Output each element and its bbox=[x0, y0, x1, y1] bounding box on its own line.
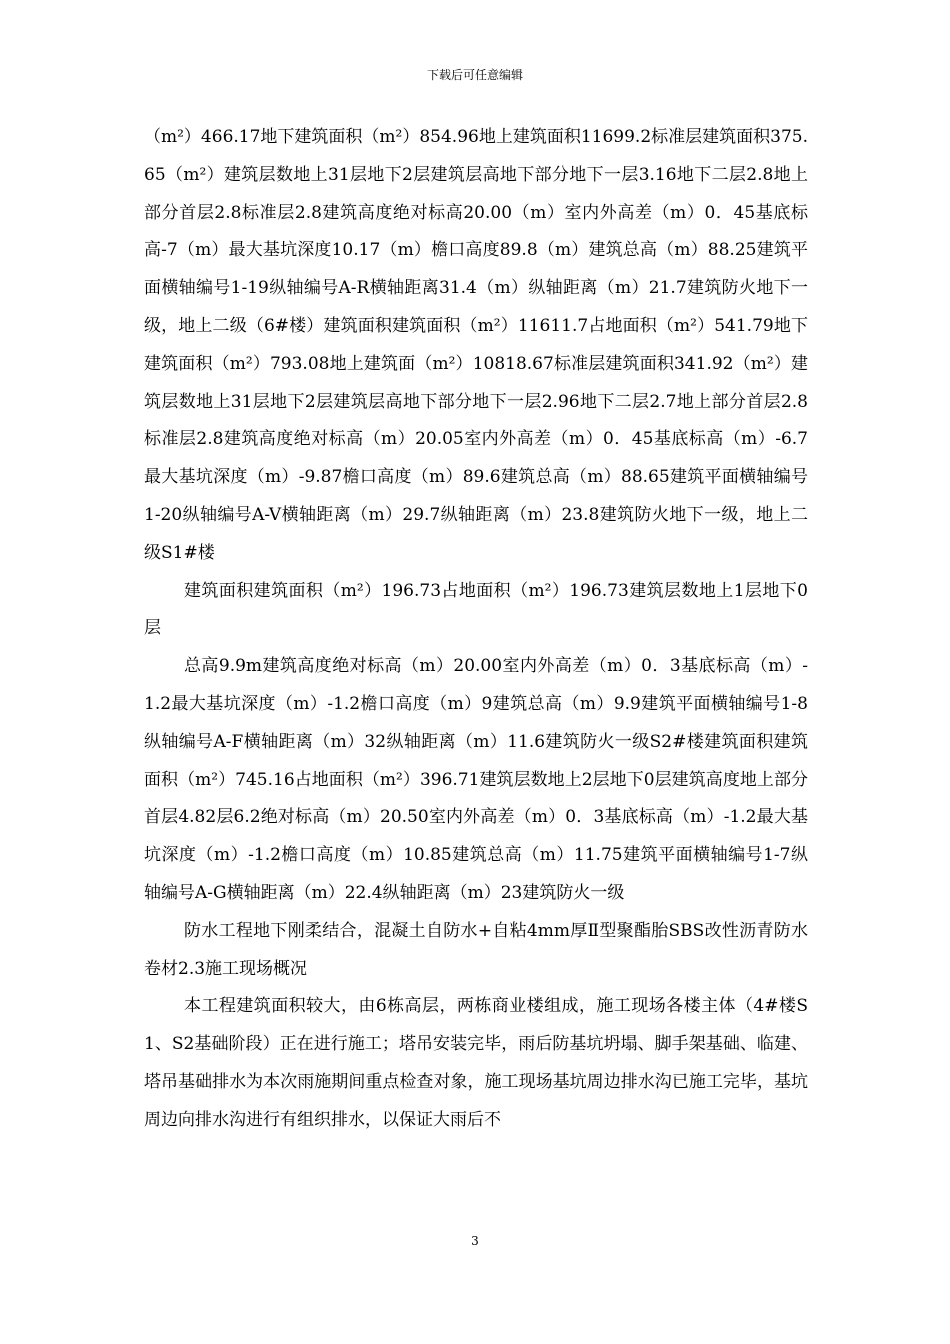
paragraph-building-data: （m²）466.17地下建筑面积（m²）854.96地上建筑面积11699.2标准层建筑面积375.65（m²）建筑层数地上31层地下2层建筑层高地下部分地下一层3.16地下二层2.8地上部分首层2.8标准层2.8建筑高度绝对标高20.00（m）室内外高差（m）0．45基底标高-7（m）最大基坑深度10.17（m）檐口高度89.8（m）建筑总高（m）88.25建筑平面横轴编号1-19纵轴编号A-R横轴距离31.4（m）纵轴距离（m）21.7建筑防火地下一级，地上二级（6#楼）建筑面积建筑面积（m²）11611.7占地面积（m²）541.79地下建筑面积（m²）793.08地上建筑面（m²）10818.67标准层建筑面积341.92（m²）建筑层数地上31层地下2层建筑层高地下部分地下一层2.96地下二层2.7地上部分首层2.8标准层2.8建筑高度绝对标高（m）20.05室内外高差（m）0．45基底标高（m）-6.7最大基坑深度（m）-9.87檐口高度（m）89.6建筑总高（m）88.65建筑平面横轴编号1-20纵轴编号A-V横轴距离（m）29.7纵轴距离（m）23.8建筑防火地下一级，地上二级S1#楼 bbox=[144, 127, 808, 563]
paragraph-s1-s2-height: 总高9.9m建筑高度绝对标高（m）20.00室内外高差（m）0．3基底标高（m）-1.2最大基坑深度（m）-1.2檐口高度（m）9建筑总高（m）9.9建筑平面横轴编号1-8纵轴编号A-F横轴距离（m）32纵轴距离（m）11.6建筑防火一级S2#楼建筑面积建筑面积（m²）745.16占地面积（m²）396.71建筑层数地上2层地下0层建筑高度地上部分首层4.82层6.2绝对标高（m）20.50室内外高差（m）0．3基底标高（m）-1.2最大基坑深度（m）-1.2檐口高度（m）10.85建筑总高（m）11.75建筑平面横轴编号1-7纵轴编号A-G横轴距离（m）22.4纵轴距离（m）23建筑防火一级 bbox=[144, 656, 808, 903]
page-number: 3 bbox=[471, 1234, 479, 1248]
paragraph-site-overview: 本工程建筑面积较大，由6栋高层，两栋商业楼组成，施工现场各楼主体（4#楼S1、S2基础阶段）正在进行施工；塔吊安装完毕，雨后防基坑坍塌、脚手架基础、临建、塔吊基础排水为本次雨施期间重点检查对象，施工现场基坑周边排水沟已施工完毕，基坑周边向排水沟进行有组织排水，以保证大雨后不 bbox=[144, 996, 808, 1130]
paragraph-waterproofing: 防水工程地下刚柔结合，混凝土自防水+自粘4mm厚Ⅱ型聚酯胎SBS改性沥青防水卷材2.3施工现场概况 bbox=[144, 920, 808, 979]
document-body bbox=[144, 119, 808, 1140]
paragraph-s1-area: 建筑面积建筑面积（m²）196.73占地面积（m²）196.73建筑层数地上1层地下0层 bbox=[144, 580, 808, 639]
page-header: 下载后可任意编辑 bbox=[426, 68, 523, 82]
